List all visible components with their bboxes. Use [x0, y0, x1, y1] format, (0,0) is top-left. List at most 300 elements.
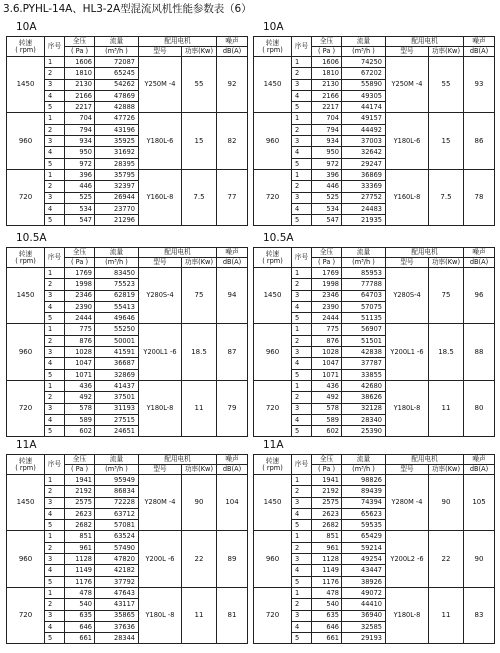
pressure-cell: 1149: [65, 565, 95, 576]
pressure-cell: 646: [312, 621, 342, 632]
flow-cell: 74250: [342, 57, 386, 68]
motor-model-cell: Y200L2 -6: [386, 531, 429, 587]
pressure-cell: 851: [65, 531, 95, 542]
flow-cell: 42888: [95, 102, 139, 113]
index-cell: 4: [292, 414, 312, 425]
index-cell: 3: [292, 610, 312, 621]
index-cell: 2: [292, 486, 312, 497]
flow-cell: 31193: [95, 403, 139, 414]
index-cell: 1: [292, 380, 312, 391]
flow-cell: 38926: [342, 576, 386, 587]
flow-cell: 54262: [95, 79, 139, 90]
flow-cell: 47820: [95, 554, 139, 565]
flow-cell: 35795: [95, 169, 139, 180]
flow-cell: 65429: [342, 531, 386, 542]
pressure-cell: 547: [65, 215, 95, 226]
header-noise: 噪声: [217, 37, 248, 47]
flow-cell: 42680: [342, 380, 386, 391]
flow-cell: 44410: [342, 599, 386, 610]
pressure-cell: 950: [65, 147, 95, 158]
pressure-cell: 1071: [312, 369, 342, 380]
flow-cell: 57490: [95, 542, 139, 553]
pressure-cell: 2166: [312, 90, 342, 101]
flow-cell: 28395: [95, 158, 139, 169]
pressure-cell: 2346: [65, 290, 95, 301]
motor-model-cell: Y280M -4: [139, 475, 182, 531]
flow-cell: 83450: [95, 268, 139, 279]
flow-cell: 85953: [342, 268, 386, 279]
motor-model-cell: Y180L-8: [386, 587, 429, 643]
header-noise-unit: dB(A): [217, 258, 248, 268]
header-motor: 配用电机: [139, 248, 217, 258]
fan-size-label: 10A: [16, 21, 37, 33]
index-cell: 4: [292, 565, 312, 576]
header-pressure-unit: ( Pa ): [65, 258, 95, 268]
speed-cell: 1450: [254, 475, 292, 531]
header-index: 序号: [292, 455, 312, 475]
flow-cell: 31692: [95, 147, 139, 158]
header-model: 型号: [386, 258, 429, 268]
header-noise: 噪声: [464, 455, 495, 465]
motor-power-cell: 7.5: [182, 169, 217, 225]
pressure-cell: 646: [65, 621, 95, 632]
pressure-cell: 2682: [312, 520, 342, 531]
pressure-cell: 961: [312, 542, 342, 553]
pressure-cell: 794: [312, 124, 342, 135]
noise-cell: 82: [217, 113, 248, 169]
pressure-cell: 2390: [65, 301, 95, 312]
pressure-cell: 1810: [65, 68, 95, 79]
flow-cell: 55413: [95, 301, 139, 312]
flow-cell: 36940: [342, 610, 386, 621]
flow-cell: 35865: [95, 610, 139, 621]
index-cell: 3: [292, 290, 312, 301]
motor-model-cell: Y160L-8: [386, 169, 429, 225]
motor-model-cell: Y180L -8: [139, 587, 182, 643]
index-cell: 5: [45, 313, 65, 324]
pressure-cell: 1047: [65, 358, 95, 369]
pressure-cell: 589: [312, 414, 342, 425]
index-cell: 4: [45, 147, 65, 158]
flow-cell: 43196: [95, 124, 139, 135]
motor-power-cell: 55: [429, 57, 464, 113]
index-cell: 2: [292, 124, 312, 135]
index-cell: 4: [45, 203, 65, 214]
motor-power-cell: 15: [429, 113, 464, 169]
table-row: [254, 57, 495, 68]
flow-cell: 59214: [342, 542, 386, 553]
pressure-cell: 1128: [65, 554, 95, 565]
header-pressure-unit: ( Pa ): [312, 465, 342, 475]
index-cell: 5: [45, 426, 65, 437]
index-cell: 1: [45, 169, 65, 180]
flow-cell: 25390: [342, 426, 386, 437]
flow-cell: 38626: [342, 392, 386, 403]
index-cell: 1: [292, 475, 312, 486]
speed-cell: 720: [7, 587, 45, 643]
motor-power-cell: 11: [182, 587, 217, 643]
header-flow-unit: (m³/h ): [95, 258, 139, 268]
spec-table: [253, 247, 495, 437]
index-cell: 3: [45, 347, 65, 358]
index-cell: 2: [292, 542, 312, 553]
table-row: [254, 587, 495, 598]
header-flow: 流量: [342, 455, 386, 465]
header-pressure: 全压: [312, 37, 342, 47]
speed-cell: 1450: [254, 268, 292, 324]
spec-table: [253, 454, 495, 644]
flow-cell: 55890: [342, 79, 386, 90]
header-pressure: 全压: [312, 455, 342, 465]
pressure-cell: 2192: [65, 486, 95, 497]
speed-cell: 720: [7, 169, 45, 225]
header-model: 型号: [386, 465, 429, 475]
speed-cell: 1450: [7, 475, 45, 531]
motor-model-cell: Y180L-6: [139, 113, 182, 169]
flow-cell: 49072: [342, 587, 386, 598]
spec-table: [6, 36, 248, 226]
flow-cell: 77788: [342, 279, 386, 290]
spec-table: [6, 247, 248, 437]
motor-model-cell: Y280M -4: [386, 475, 429, 531]
index-cell: 1: [45, 57, 65, 68]
index-cell: 3: [45, 192, 65, 203]
noise-cell: 96: [464, 268, 495, 324]
header-noise-unit: dB(A): [217, 47, 248, 57]
header-flow-unit: (m³/h ): [342, 258, 386, 268]
noise-cell: 77: [217, 169, 248, 225]
flow-cell: 56907: [342, 324, 386, 335]
pressure-cell: 602: [65, 426, 95, 437]
index-cell: 5: [292, 215, 312, 226]
table-row: [254, 531, 495, 542]
pressure-cell: 1941: [65, 475, 95, 486]
pressure-cell: 2682: [65, 520, 95, 531]
flow-cell: 32397: [95, 181, 139, 192]
pressure-cell: 704: [312, 113, 342, 124]
index-cell: 2: [292, 68, 312, 79]
index-cell: 2: [45, 124, 65, 135]
flow-cell: 37501: [95, 392, 139, 403]
flow-cell: 47869: [95, 90, 139, 101]
pressure-cell: 547: [312, 215, 342, 226]
motor-model-cell: Y180L-8: [386, 380, 429, 436]
index-cell: 3: [292, 554, 312, 565]
motor-power-cell: 22: [429, 531, 464, 587]
motor-model-cell: Y250M -4: [139, 57, 182, 113]
motor-power-cell: 22: [182, 531, 217, 587]
header-pressure-unit: ( Pa ): [65, 465, 95, 475]
index-cell: 4: [292, 621, 312, 632]
motor-model-cell: Y250M -4: [386, 57, 429, 113]
pressure-cell: 1071: [65, 369, 95, 380]
pressure-cell: 972: [65, 158, 95, 169]
pressure-cell: 396: [65, 169, 95, 180]
pressure-cell: 1998: [312, 279, 342, 290]
header-speed: 转速 ( rpm): [7, 37, 45, 57]
pressure-cell: 525: [312, 192, 342, 203]
index-cell: 5: [45, 520, 65, 531]
pressure-cell: 1149: [312, 565, 342, 576]
pressure-cell: 635: [312, 610, 342, 621]
pressure-cell: 661: [312, 633, 342, 644]
pressure-cell: 961: [65, 542, 95, 553]
flow-cell: 43447: [342, 565, 386, 576]
flow-cell: 32642: [342, 147, 386, 158]
motor-model-cell: Y200L -6: [139, 531, 182, 587]
fan-size-label: 11A: [16, 439, 37, 451]
flow-cell: 29193: [342, 633, 386, 644]
index-cell: 3: [45, 79, 65, 90]
header-pressure: 全压: [65, 248, 95, 258]
pressure-cell: 436: [312, 380, 342, 391]
pressure-cell: 436: [65, 380, 95, 391]
index-cell: 3: [45, 136, 65, 147]
header-flow: 流量: [342, 37, 386, 47]
header-model: 型号: [386, 47, 429, 57]
index-cell: 3: [45, 610, 65, 621]
pressure-cell: 876: [65, 335, 95, 346]
flow-cell: 63524: [95, 531, 139, 542]
header-power: 功率(Kw): [182, 47, 217, 57]
header-flow-unit: (m³/h ): [95, 465, 139, 475]
pressure-cell: 1028: [65, 347, 95, 358]
table-row: [254, 475, 495, 486]
flow-cell: 43117: [95, 599, 139, 610]
flow-cell: 98826: [342, 475, 386, 486]
header-index: 序号: [292, 248, 312, 268]
header-motor: 配用电机: [386, 37, 464, 47]
flow-cell: 51135: [342, 313, 386, 324]
header-speed: 转速 ( rpm): [7, 455, 45, 475]
header-row: [254, 248, 495, 258]
noise-cell: 93: [464, 57, 495, 113]
flow-cell: 33369: [342, 181, 386, 192]
motor-model-cell: Y280S-4: [386, 268, 429, 324]
table-row: [254, 324, 495, 335]
noise-cell: 94: [217, 268, 248, 324]
motor-power-cell: 90: [182, 475, 217, 531]
flow-cell: 28344: [95, 633, 139, 644]
pressure-cell: 2166: [65, 90, 95, 101]
index-cell: 1: [292, 531, 312, 542]
table-row: [7, 268, 248, 279]
fan-size-label: 11A: [263, 439, 284, 451]
flow-cell: 21296: [95, 215, 139, 226]
pressure-cell: 2217: [312, 102, 342, 113]
index-cell: 5: [292, 576, 312, 587]
noise-cell: 86: [464, 113, 495, 169]
table-row: [7, 475, 248, 486]
motor-model-cell: Y200L1 -6: [139, 324, 182, 380]
motor-power-cell: 18.5: [429, 324, 464, 380]
pressure-cell: 589: [65, 414, 95, 425]
header-model: 型号: [139, 47, 182, 57]
header-model: 型号: [139, 258, 182, 268]
header-flow-unit: (m³/h ): [95, 47, 139, 57]
flow-cell: 62819: [95, 290, 139, 301]
pressure-cell: 478: [65, 587, 95, 598]
pressure-cell: 602: [312, 426, 342, 437]
noise-cell: 78: [464, 169, 495, 225]
index-cell: 3: [292, 403, 312, 414]
index-cell: 2: [45, 542, 65, 553]
header-power: 功率(Kw): [429, 258, 464, 268]
header-model: 型号: [139, 465, 182, 475]
table-row: [7, 324, 248, 335]
index-cell: 1: [292, 169, 312, 180]
header-power: 功率(Kw): [429, 465, 464, 475]
pressure-cell: 794: [65, 124, 95, 135]
pressure-cell: 2575: [65, 497, 95, 508]
header-noise: 噪声: [464, 37, 495, 47]
speed-cell: 720: [254, 587, 292, 643]
pressure-cell: 1769: [312, 268, 342, 279]
index-cell: 1: [45, 113, 65, 124]
header-index: 序号: [45, 37, 65, 57]
flow-cell: 32128: [342, 403, 386, 414]
flow-cell: 42838: [342, 347, 386, 358]
index-cell: 1: [45, 475, 65, 486]
header-noise: 噪声: [217, 248, 248, 258]
flow-cell: 65245: [95, 68, 139, 79]
index-cell: 1: [292, 113, 312, 124]
motor-power-cell: 11: [429, 380, 464, 436]
header-power: 功率(Kw): [182, 465, 217, 475]
motor-power-cell: 75: [182, 268, 217, 324]
pressure-cell: 525: [65, 192, 95, 203]
header-flow-unit: (m³/h ): [342, 47, 386, 57]
flow-cell: 49157: [342, 113, 386, 124]
flow-cell: 23770: [95, 203, 139, 214]
flow-cell: 37787: [342, 358, 386, 369]
motor-model-cell: Y160L-8: [139, 169, 182, 225]
index-cell: 3: [292, 497, 312, 508]
index-cell: 4: [292, 508, 312, 519]
pressure-cell: 1606: [312, 57, 342, 68]
header-row: [7, 37, 248, 47]
flow-cell: 74394: [342, 497, 386, 508]
index-cell: 5: [292, 426, 312, 437]
header-pressure: 全压: [65, 37, 95, 47]
pressure-cell: 876: [312, 335, 342, 346]
index-cell: 2: [45, 279, 65, 290]
flow-cell: 27752: [342, 192, 386, 203]
pressure-cell: 1941: [312, 475, 342, 486]
index-cell: 3: [45, 290, 65, 301]
header-flow: 流量: [95, 248, 139, 258]
motor-power-cell: 55: [182, 57, 217, 113]
pressure-cell: 2444: [312, 313, 342, 324]
flow-cell: 89439: [342, 486, 386, 497]
pressure-cell: 396: [312, 169, 342, 180]
index-cell: 5: [292, 102, 312, 113]
noise-cell: 79: [217, 380, 248, 436]
noise-cell: 90: [464, 531, 495, 587]
index-cell: 5: [45, 158, 65, 169]
header-index: 序号: [45, 248, 65, 268]
index-cell: 1: [45, 587, 65, 598]
pressure-cell: 2623: [65, 508, 95, 519]
pressure-cell: 635: [65, 610, 95, 621]
flow-cell: 24483: [342, 203, 386, 214]
header-pressure-unit: ( Pa ): [65, 47, 95, 57]
pressure-cell: 2390: [312, 301, 342, 312]
index-cell: 3: [45, 403, 65, 414]
speed-cell: 1450: [254, 57, 292, 113]
index-cell: 2: [292, 392, 312, 403]
noise-cell: 89: [217, 531, 248, 587]
pressure-cell: 775: [312, 324, 342, 335]
header-noise-unit: dB(A): [217, 465, 248, 475]
flow-cell: 26944: [95, 192, 139, 203]
pressure-cell: 934: [312, 136, 342, 147]
index-cell: 4: [292, 301, 312, 312]
flow-cell: 41591: [95, 347, 139, 358]
index-cell: 1: [292, 324, 312, 335]
index-cell: 3: [45, 554, 65, 565]
motor-power-cell: 11: [429, 587, 464, 643]
page-title: 3.6.PYHL-14A、HL3-2A型混流风机性能参数表（6）: [3, 3, 252, 15]
flow-cell: 47726: [95, 113, 139, 124]
flow-cell: 95949: [95, 475, 139, 486]
flow-cell: 37636: [95, 621, 139, 632]
noise-cell: 80: [464, 380, 495, 436]
flow-cell: 57081: [95, 520, 139, 531]
pressure-cell: 446: [65, 181, 95, 192]
pressure-cell: 1028: [312, 347, 342, 358]
pressure-cell: 2217: [65, 102, 95, 113]
motor-power-cell: 11: [182, 380, 217, 436]
noise-cell: 92: [217, 57, 248, 113]
header-flow-unit: (m³/h ): [342, 465, 386, 475]
header-noise: 噪声: [217, 455, 248, 465]
motor-power-cell: 75: [429, 268, 464, 324]
index-cell: 5: [45, 369, 65, 380]
index-cell: 2: [45, 599, 65, 610]
index-cell: 2: [45, 181, 65, 192]
flow-cell: 57075: [342, 301, 386, 312]
index-cell: 4: [292, 203, 312, 214]
index-cell: 5: [45, 102, 65, 113]
flow-cell: 50001: [95, 335, 139, 346]
noise-cell: 104: [217, 475, 248, 531]
motor-model-cell: Y180L-8: [139, 380, 182, 436]
pressure-cell: 2575: [312, 497, 342, 508]
index-cell: 5: [292, 158, 312, 169]
pressure-cell: 2444: [65, 313, 95, 324]
index-cell: 2: [292, 181, 312, 192]
flow-cell: 49305: [342, 90, 386, 101]
flow-cell: 49254: [342, 554, 386, 565]
speed-cell: 960: [254, 113, 292, 169]
motor-model-cell: Y280S-4: [139, 268, 182, 324]
spec-table: [6, 454, 248, 644]
noise-cell: 88: [464, 324, 495, 380]
header-power: 功率(Kw): [182, 258, 217, 268]
table-row: [7, 587, 248, 598]
speed-cell: 960: [7, 113, 45, 169]
flow-cell: 24651: [95, 426, 139, 437]
header-motor: 配用电机: [386, 455, 464, 465]
pressure-cell: 950: [312, 147, 342, 158]
header-noise-unit: dB(A): [464, 465, 495, 475]
index-cell: 5: [45, 576, 65, 587]
header-speed: 转速 ( rpm): [254, 455, 292, 475]
pressure-cell: 1176: [312, 576, 342, 587]
table-row: [7, 531, 248, 542]
flow-cell: 37792: [95, 576, 139, 587]
